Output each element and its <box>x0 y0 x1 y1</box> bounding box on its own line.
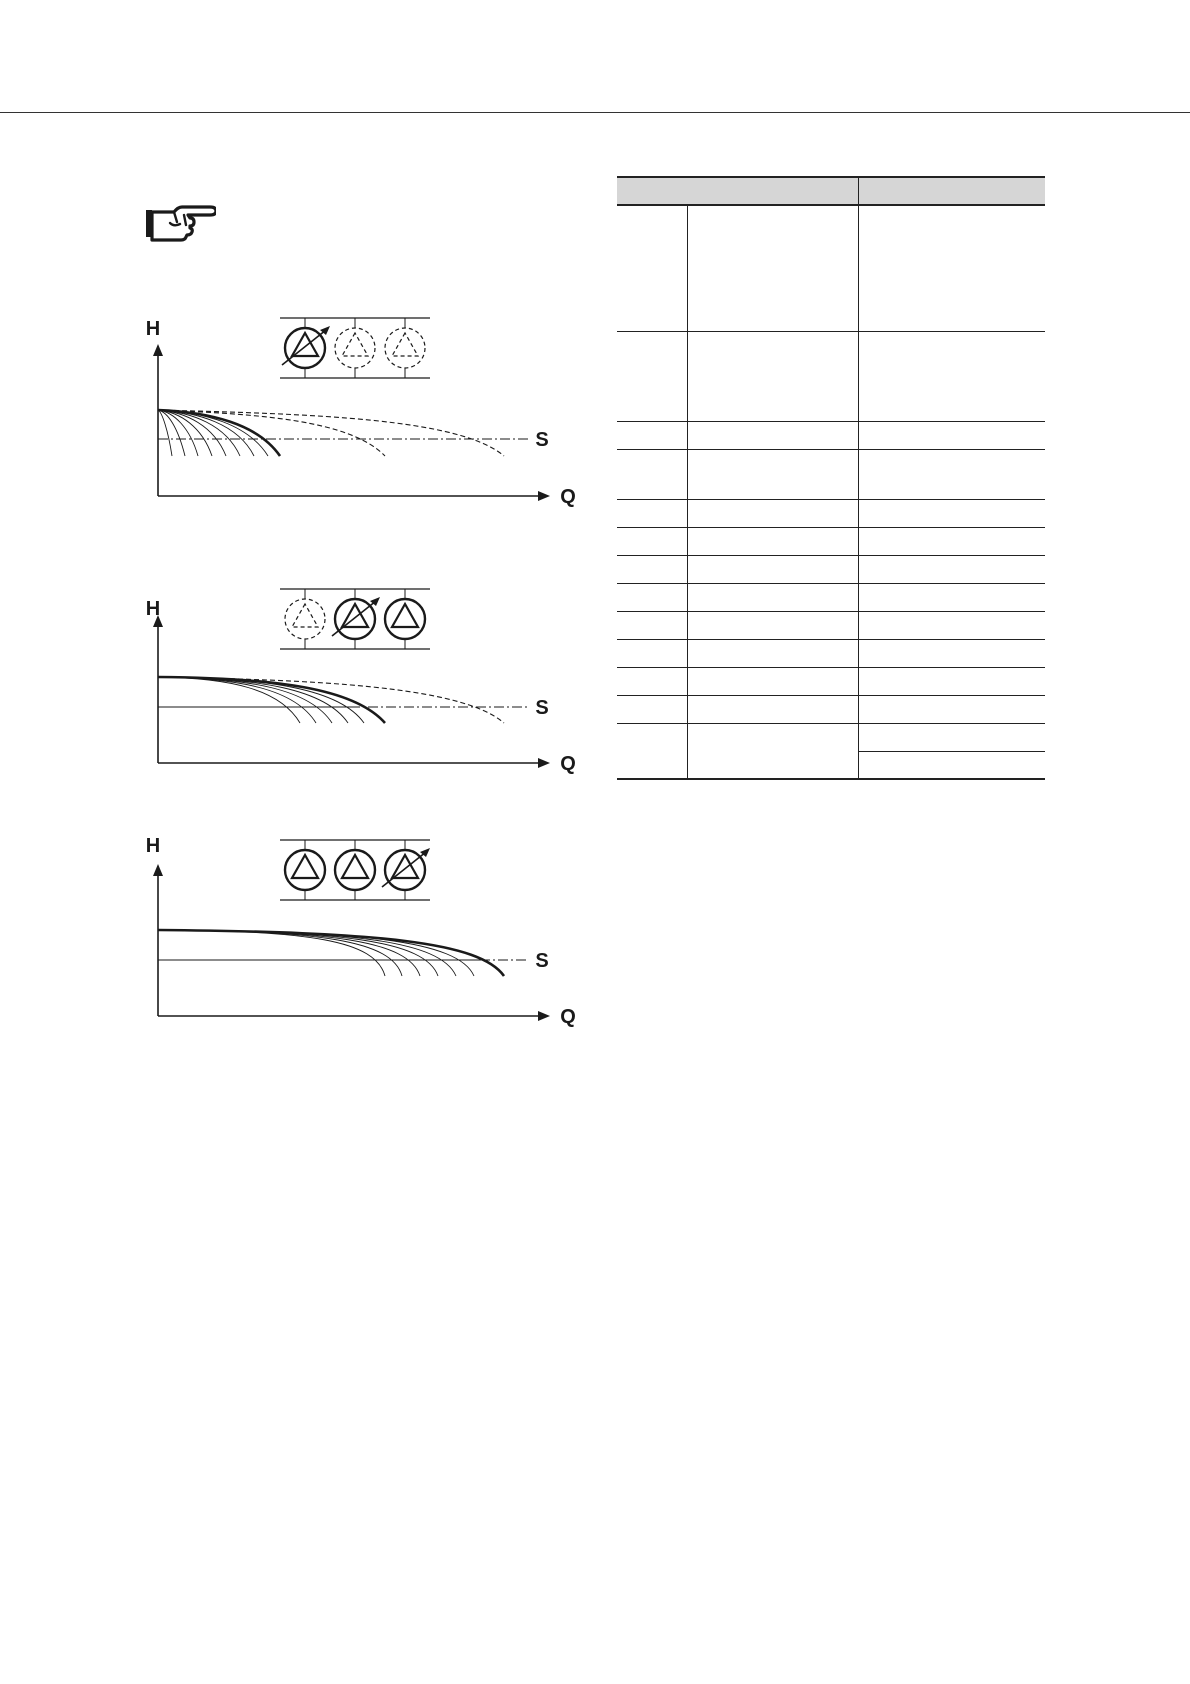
top-rule <box>0 112 1190 113</box>
table-cell <box>859 205 1046 331</box>
table-row <box>617 331 1045 421</box>
pointing-hand-icon <box>144 203 216 243</box>
y-axis-label: H <box>145 318 161 340</box>
table-cell <box>617 555 688 583</box>
pump-1-on-icon <box>285 840 325 900</box>
table-row <box>617 555 1045 583</box>
table-cell <box>617 421 688 449</box>
table-cell <box>617 205 688 331</box>
table-cell <box>859 499 1046 527</box>
table-row <box>617 723 1045 751</box>
table-cell <box>688 639 859 667</box>
table-cell <box>688 449 859 499</box>
table-cell <box>859 449 1046 499</box>
table-row <box>617 667 1045 695</box>
table-row <box>617 527 1045 555</box>
table-cell <box>617 695 688 723</box>
table-cell <box>688 695 859 723</box>
speed-curves <box>158 677 504 723</box>
table-cell <box>688 499 859 527</box>
table-cell <box>617 667 688 695</box>
table-cell <box>859 583 1046 611</box>
table-row <box>617 583 1045 611</box>
table-cell <box>688 583 859 611</box>
table-row <box>617 449 1045 499</box>
table-cell <box>859 555 1046 583</box>
table-header-cell <box>617 177 859 205</box>
table-row <box>617 611 1045 639</box>
table-cell <box>859 639 1046 667</box>
table-row <box>617 639 1045 667</box>
pump-schematic <box>280 840 430 900</box>
pump-2-variable-speed-icon <box>332 589 380 649</box>
table-cell <box>688 555 859 583</box>
y-axis-label: H <box>145 835 161 857</box>
pump-curve-diagram-1 <box>140 310 580 510</box>
pump-3-variable-speed-icon <box>382 840 430 900</box>
pump-3-on-icon <box>385 589 425 649</box>
table-cell <box>859 527 1046 555</box>
pump-schematic <box>280 318 430 378</box>
speed-curves <box>158 930 504 976</box>
table-row <box>617 421 1045 449</box>
table-cell <box>859 611 1046 639</box>
pump-2-on-icon <box>335 840 375 900</box>
spec-table <box>617 176 1045 780</box>
pump-schematic <box>280 589 430 649</box>
table-header-cell <box>859 177 1046 205</box>
table-cell <box>859 331 1046 421</box>
table-cell <box>859 723 1046 751</box>
pump-1-off-icon <box>285 589 325 649</box>
setpoint-label: S <box>535 697 549 719</box>
table-cell <box>688 527 859 555</box>
table-cell <box>617 583 688 611</box>
table-cell <box>688 611 859 639</box>
table-cell <box>688 667 859 695</box>
y-axis-label: H <box>145 598 161 620</box>
table-cell <box>617 331 688 421</box>
pump-3-off-icon <box>385 318 425 378</box>
table-cell <box>688 421 859 449</box>
x-axis-label: Q <box>560 486 576 508</box>
table-cell <box>688 331 859 421</box>
table-cell <box>688 723 859 779</box>
table-cell <box>617 611 688 639</box>
table-cell <box>617 527 688 555</box>
pump-2-off-icon <box>335 318 375 378</box>
table-cell <box>617 449 688 499</box>
table-row <box>617 205 1045 331</box>
x-axis-label: Q <box>560 753 576 775</box>
table-cell <box>859 695 1046 723</box>
speed-curves <box>158 410 504 456</box>
pump-curve-diagram-3 <box>140 830 580 1030</box>
table-cell <box>859 421 1046 449</box>
table-cell <box>617 499 688 527</box>
table-row <box>617 499 1045 527</box>
pump-curve-diagram-2 <box>140 577 580 777</box>
setpoint-label: S <box>535 429 549 451</box>
table-row <box>617 695 1045 723</box>
table-cell <box>617 639 688 667</box>
pump-1-variable-speed-icon <box>282 318 330 378</box>
setpoint-label: S <box>535 950 549 972</box>
table-header-row <box>617 177 1045 205</box>
x-axis-label: Q <box>560 1006 576 1028</box>
table-cell <box>617 723 688 779</box>
table-cell <box>859 751 1046 779</box>
table-cell <box>688 205 859 331</box>
table-cell <box>859 667 1046 695</box>
